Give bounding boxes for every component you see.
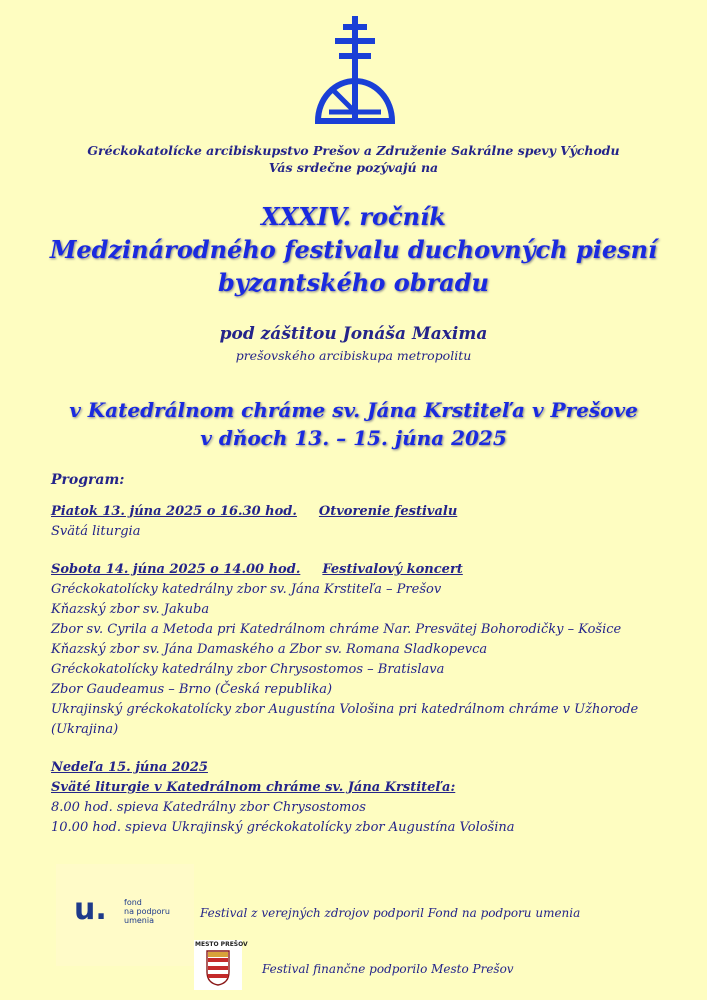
venue-place: v Katedrálnom chráme sv. Jána Krstiteľa v Prešove bbox=[69, 398, 638, 422]
coat-of-arms-icon bbox=[194, 940, 248, 990]
list-item: 10.00 hod. spieva Ukrajinský gréckokatolícky zbor Augustína Vološina bbox=[51, 820, 515, 835]
day-saturday-date: Sobota 14. júna 2025 o 14.00 hod. bbox=[51, 562, 301, 577]
day-sunday: Nedeľa 15. júna 2025 bbox=[51, 760, 208, 775]
list-item: 8.00 hod. spieva Katedrálny zbor Chrysostomos bbox=[51, 800, 366, 815]
mesto-sponsor-text: Festival finančne podporilo Mesto Prešov bbox=[262, 962, 514, 976]
list-item: Gréckokatolícky katedrálny zbor Chrysostomos – Bratislava bbox=[51, 662, 445, 677]
organizers-line: Gréckokatolícke arcibiskupstvo Prešov a Združenie Sakrálne spevy Východu bbox=[87, 143, 620, 158]
day-saturday-event: Festivalový koncert bbox=[322, 562, 463, 577]
fpu-logo-word: umenia bbox=[124, 916, 154, 925]
venue bbox=[0, 396, 707, 452]
venue-dates: v dňoch 13. – 15. júna 2025 bbox=[200, 426, 507, 450]
title-line-2: Medzinárodného festivalu duchovných piesní bbox=[49, 235, 658, 264]
day-sunday-subheading: Sväté liturgie v Katedrálnom chráme sv. Jána Krstiteľa: bbox=[51, 780, 456, 795]
festival-title bbox=[0, 200, 707, 299]
title-line-1: XXXIV. ročník bbox=[261, 202, 446, 231]
organizers bbox=[0, 142, 707, 176]
day-friday-date: Piatok 13. júna 2025 o 16.30 hod. bbox=[51, 504, 297, 519]
patron-role: prešovského arcibiskupa metropolitu bbox=[235, 348, 472, 363]
list-item: Kňazský zbor sv. Jakuba bbox=[51, 602, 210, 617]
mesto-logo-text: MESTO PREŠOV bbox=[195, 941, 248, 948]
cross-dome-icon bbox=[313, 14, 397, 126]
fpu-logo bbox=[56, 864, 194, 966]
day-friday bbox=[51, 502, 691, 522]
fpu-logo-letter: u. bbox=[74, 892, 107, 927]
fpu-logo-word: fond bbox=[124, 898, 142, 907]
fpu-logo-text bbox=[124, 898, 170, 925]
patron-name: pod záštitou Jonáša Maxima bbox=[219, 324, 488, 344]
day-saturday bbox=[51, 560, 691, 580]
fpu-sponsor-text: Festival z verejných zdrojov podporil Fond na podporu umenia bbox=[200, 906, 581, 920]
list-item: Zbor Gaudeamus – Brno (Česká republika) bbox=[51, 682, 333, 697]
list-item: Zbor sv. Cyrila a Metoda pri Katedrálnom chráme Nar. Presvätej Bohorodičky – Košice bbox=[51, 622, 622, 637]
list-item: Kňazský zbor sv. Jána Damaského a Zbor sv. Romana Sladkopevca bbox=[51, 642, 488, 657]
fpu-logo-word: na podporu bbox=[124, 907, 170, 916]
list-item: Ukrajinský gréckokatolícky zbor Augustína Vološina pri katedrálnom chráme v Užhorode (Ukrajina) bbox=[51, 702, 639, 737]
title-line-3: byzantského obradu bbox=[218, 268, 489, 297]
invitation-line: Vás srdečne pozývajú na bbox=[268, 160, 439, 175]
list-item: Gréckokatolícky katedrálny zbor sv. Jána Krstiteľa – Prešov bbox=[51, 582, 442, 597]
day-friday-event: Otvorenie festivalu bbox=[318, 504, 458, 519]
shield-icon bbox=[206, 950, 230, 986]
program bbox=[51, 470, 691, 838]
program-heading: Program: bbox=[51, 472, 125, 488]
list-item: Svätá liturgia bbox=[51, 524, 141, 539]
